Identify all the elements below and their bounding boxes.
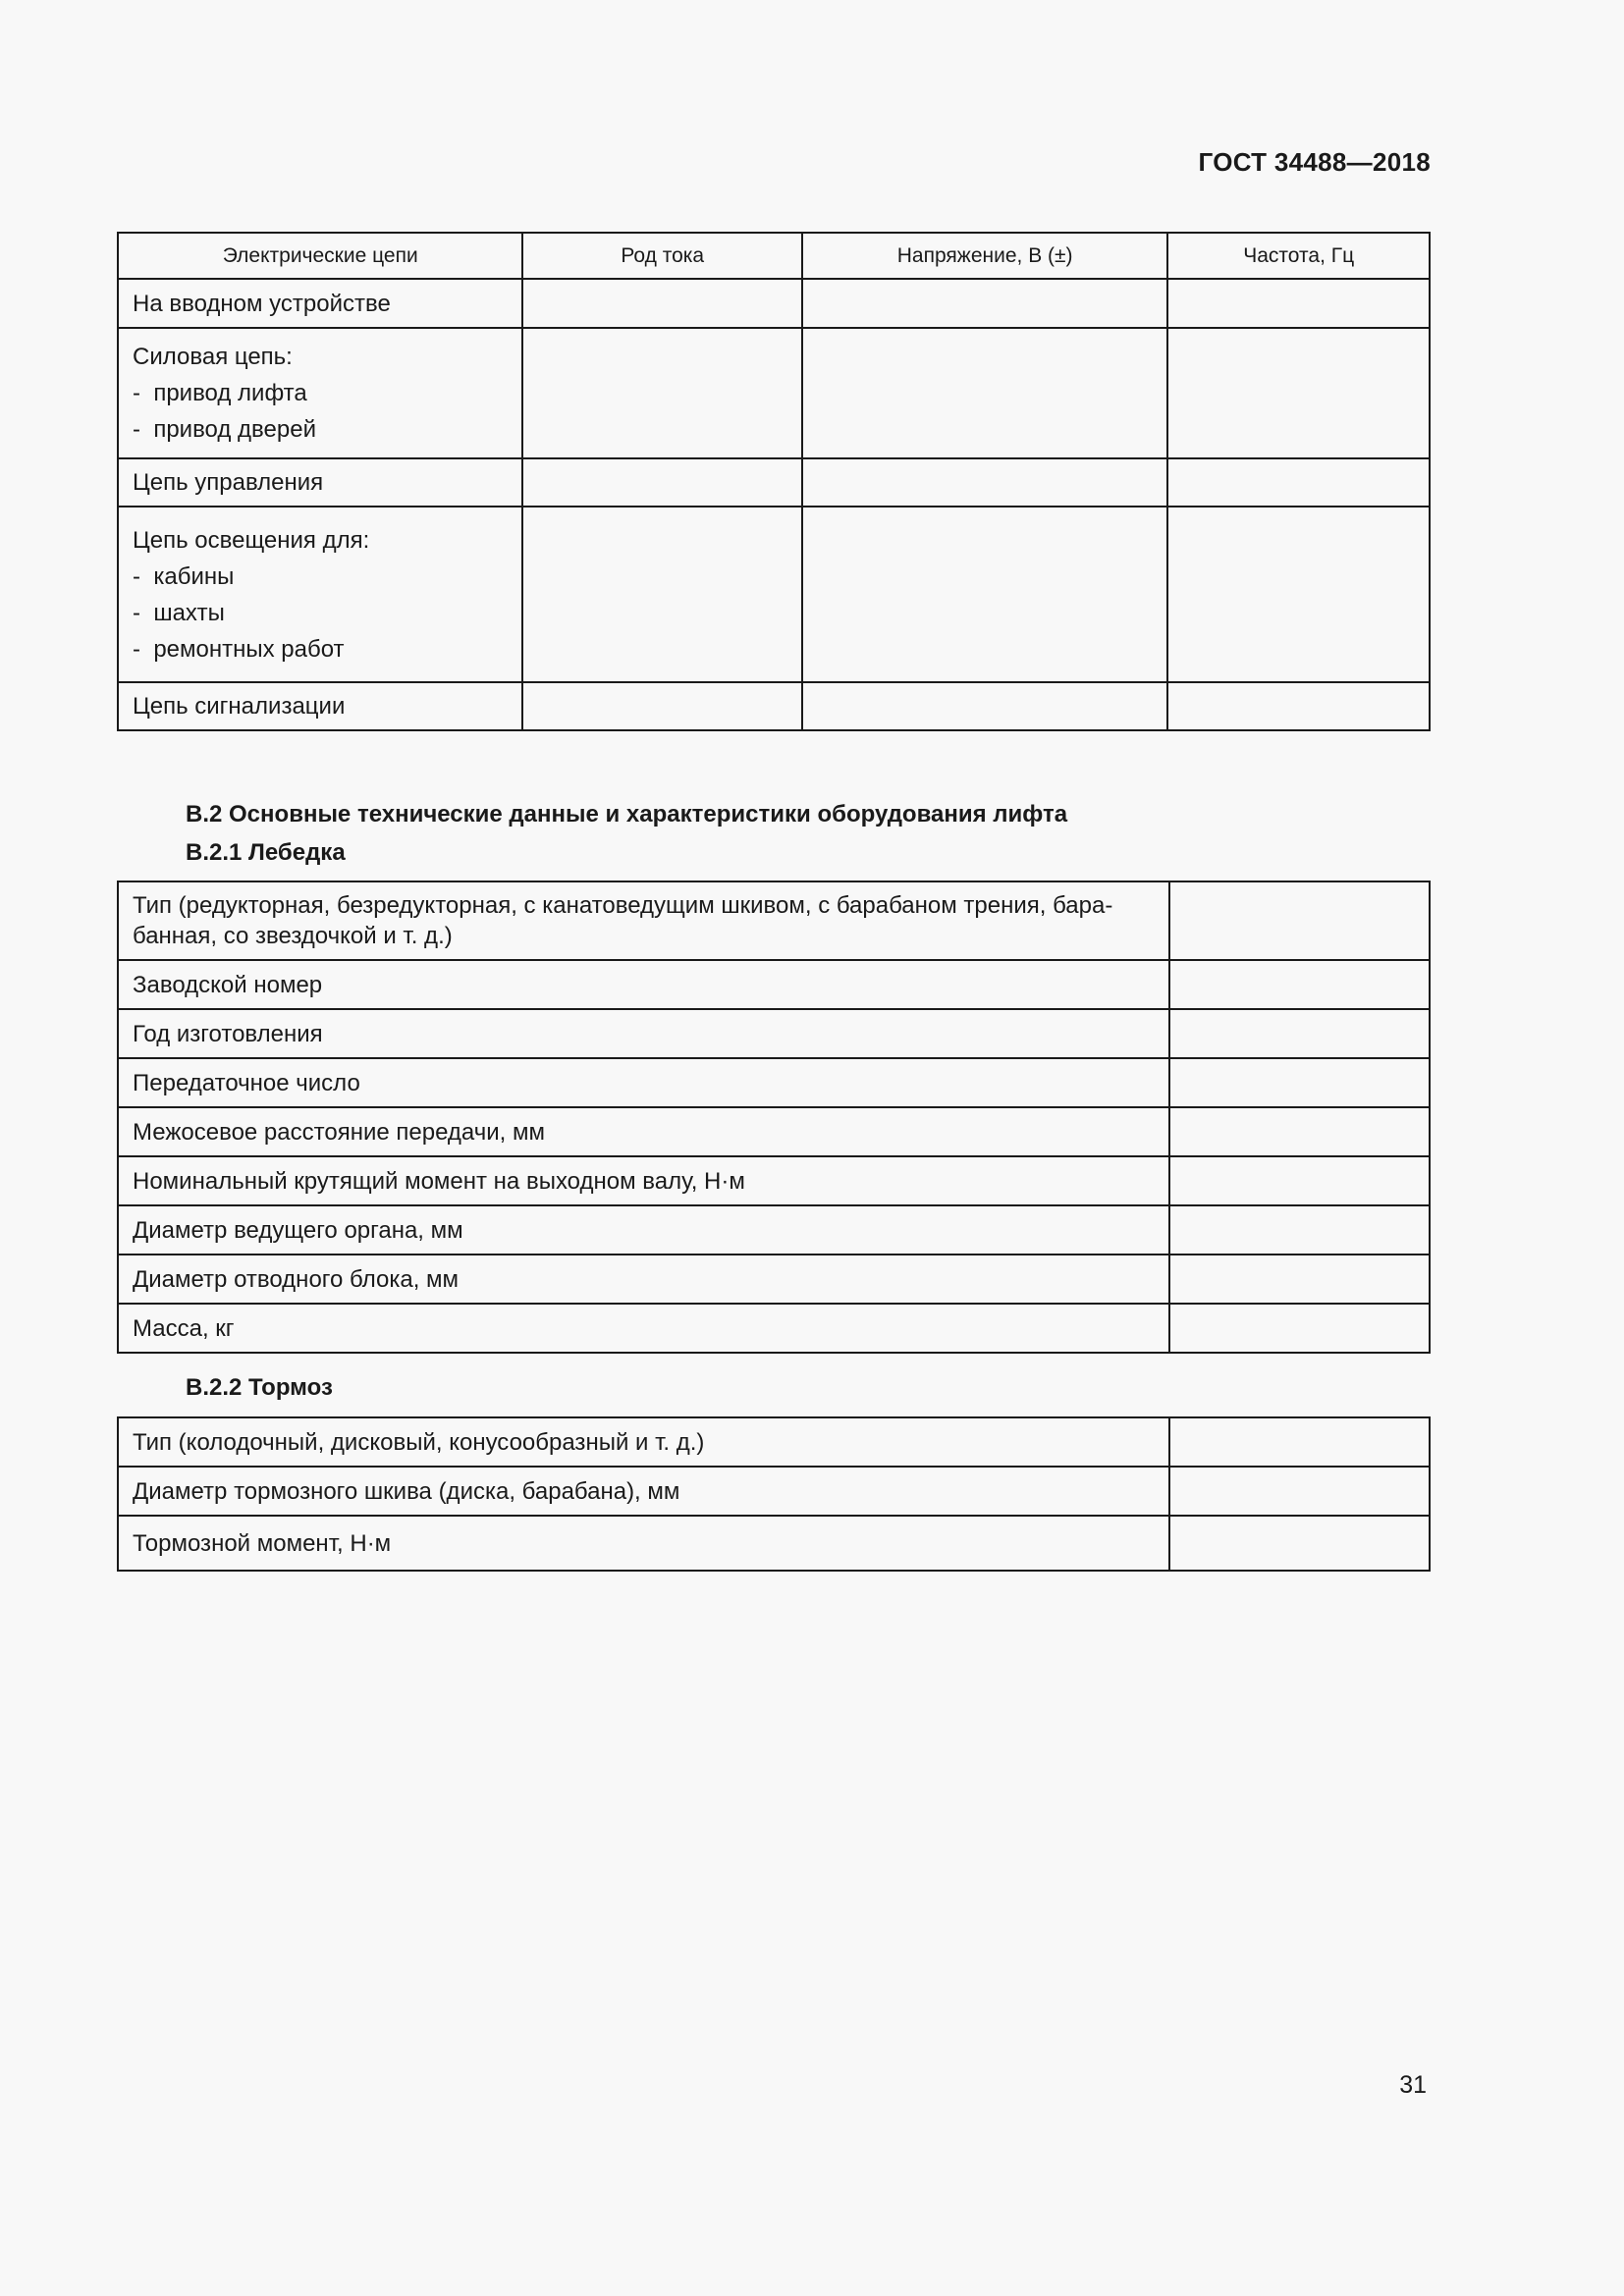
value-cell bbox=[1169, 1156, 1430, 1205]
empty-cell bbox=[522, 682, 801, 730]
value-cell bbox=[1169, 1107, 1430, 1156]
table-row bbox=[118, 279, 1430, 328]
empty-cell bbox=[522, 279, 801, 328]
value-cell bbox=[1169, 1417, 1430, 1467]
empty-cell bbox=[802, 458, 1167, 507]
row-label-block bbox=[118, 328, 522, 458]
list-item: - кабины bbox=[133, 562, 235, 590]
table-row bbox=[118, 507, 1430, 682]
empty-cell bbox=[802, 279, 1167, 328]
row-label: Номинальный крутящий момент на выходном валу, Н·м bbox=[118, 1156, 1169, 1205]
value-cell bbox=[1169, 1058, 1430, 1107]
table-row bbox=[118, 1156, 1430, 1205]
row-label: Силовая цепь: bbox=[133, 344, 293, 370]
column-header: Электрические цепи bbox=[118, 233, 522, 279]
value-cell bbox=[1169, 1009, 1430, 1058]
empty-cell bbox=[802, 507, 1167, 682]
row-label: Диаметр ведущего органа, мм bbox=[118, 1205, 1169, 1255]
row-label: Межосевое расстояние передачи, мм bbox=[118, 1107, 1169, 1156]
table-row bbox=[118, 1417, 1430, 1467]
row-label-block bbox=[118, 507, 522, 682]
row-label: Цепь управления bbox=[118, 458, 522, 507]
list-item: - привод лифта bbox=[133, 380, 307, 406]
section-heading-b22: В.2.2 Тормоз bbox=[186, 1374, 333, 1401]
row-label: Тип (колодочный, дисковый, конусообразный и т. д.) bbox=[118, 1417, 1169, 1467]
winch-table bbox=[117, 881, 1431, 1354]
table-header-row bbox=[118, 233, 1430, 279]
empty-cell bbox=[802, 328, 1167, 458]
empty-cell bbox=[1167, 279, 1430, 328]
row-label: Диаметр отводного блока, мм bbox=[118, 1255, 1169, 1304]
list-item: - привод дверей bbox=[133, 416, 316, 443]
empty-cell bbox=[802, 682, 1167, 730]
value-cell bbox=[1169, 1467, 1430, 1516]
row-label: Цепь сигнализации bbox=[118, 682, 522, 730]
table-row bbox=[118, 1009, 1430, 1058]
row-label: Год изготовления bbox=[118, 1009, 1169, 1058]
empty-cell bbox=[1167, 507, 1430, 682]
brake-table bbox=[117, 1416, 1431, 1572]
table-row bbox=[118, 1304, 1430, 1353]
value-cell bbox=[1169, 1255, 1430, 1304]
empty-cell bbox=[1167, 328, 1430, 458]
table-row bbox=[118, 1516, 1430, 1571]
row-label: Тормозной момент, Н·м bbox=[118, 1516, 1169, 1571]
table-row bbox=[118, 1467, 1430, 1516]
value-cell bbox=[1169, 1304, 1430, 1353]
table-row bbox=[118, 1255, 1430, 1304]
row-label: Масса, кг bbox=[118, 1304, 1169, 1353]
empty-cell bbox=[522, 328, 801, 458]
value-cell bbox=[1169, 1516, 1430, 1571]
column-header: Напряжение, В (±) bbox=[802, 233, 1167, 279]
table-row bbox=[118, 881, 1430, 960]
section-heading-b2: В.2 Основные технические данные и характеристики оборудования лифта bbox=[186, 801, 1068, 828]
page-number: 31 bbox=[1399, 2071, 1427, 2099]
table-row bbox=[118, 1107, 1430, 1156]
document-code: ГОСТ 34488—2018 bbox=[1198, 147, 1431, 177]
value-cell bbox=[1169, 1205, 1430, 1255]
row-label: Заводской номер bbox=[118, 960, 1169, 1009]
list-item: - ремонтных работ bbox=[133, 635, 345, 663]
empty-cell bbox=[522, 458, 801, 507]
value-cell bbox=[1169, 960, 1430, 1009]
table-row bbox=[118, 458, 1430, 507]
table-row bbox=[118, 1058, 1430, 1107]
empty-cell bbox=[522, 507, 801, 682]
row-label: Цепь освещения для: bbox=[133, 526, 370, 554]
table-row bbox=[118, 1205, 1430, 1255]
value-cell bbox=[1169, 881, 1430, 960]
row-label: Тип (редукторная, безредукторная, с канатоведущим шкивом, с барабаном трения, бара- банная, со звездочкой и т. д.) bbox=[118, 881, 1169, 960]
table-row bbox=[118, 682, 1430, 730]
column-header: Род тока bbox=[522, 233, 801, 279]
electrical-circuits-table bbox=[117, 232, 1431, 731]
column-header: Частота, Гц bbox=[1167, 233, 1430, 279]
row-label: Диаметр тормозного шкива (диска, барабана), мм bbox=[118, 1467, 1169, 1516]
row-label: На вводном устройстве bbox=[118, 279, 522, 328]
list-item: - шахты bbox=[133, 599, 225, 626]
row-label: Передаточное число bbox=[118, 1058, 1169, 1107]
section-heading-b21: В.2.1 Лебедка bbox=[186, 839, 346, 866]
empty-cell bbox=[1167, 682, 1430, 730]
table-row bbox=[118, 328, 1430, 458]
empty-cell bbox=[1167, 458, 1430, 507]
table-row bbox=[118, 960, 1430, 1009]
